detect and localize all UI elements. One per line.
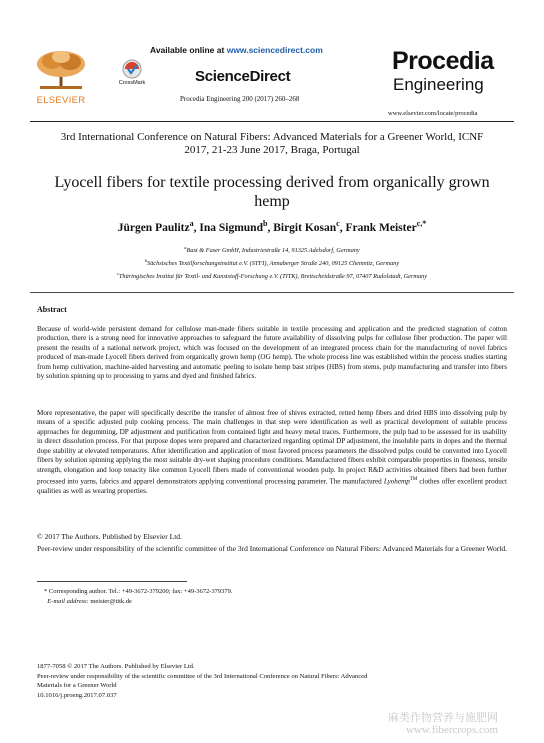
affiliation-text: Thüringisches Institut für Textil- und Kunststoff-Forschung e.V. (TITK), Breitscheidstraße 97, 07407 Rudolstadt, Germany	[118, 273, 428, 281]
abstract-rule	[30, 292, 514, 293]
email-line	[44, 597, 233, 607]
author-affiliation-mark: a	[189, 219, 194, 228]
affiliation-mark: b	[144, 258, 147, 264]
affiliation	[30, 269, 514, 282]
conference-name	[30, 131, 514, 157]
paper-title	[30, 173, 514, 211]
email-label: E-mail address:	[47, 598, 89, 605]
procedia-url[interactable]: www.elsevier.com/locate/procedia	[388, 110, 478, 117]
affiliation-text: Sächsisches Textilforschungsinstitut e.V. (STFI), Annaberger Straße 240, 09125 Chemnitz, Germany	[146, 260, 400, 268]
affiliation	[30, 243, 514, 256]
author-name: Jürgen Paulitz	[117, 221, 190, 234]
peer-review-statement: Peer-review under responsibility of the scientific committee of the 3rd International Conference on Natural Fibers: Advanced Materials for a Greener World.	[37, 544, 507, 553]
abstract-paragraph-1: Because of world-wide persistent demand for cellulose man-made fibers suitable in textile processing and application and the predicted stagnation of cotton production, there is a strong need for innovative approaches to safeguard the future availability of dissolving pulps for cellulose fiber production. The paper will present the results of a national network project, which was focused on the development of an integrated process chain for the manufacturing of novel fabrics produced of man-made Lyocell fibers derived from organically grown hemp (OG hemp). The whole process line was established within the process studies starting from hemp cultivation, machine-aided harvesting and automatic peeling to isolate hemp bast stripes (HBS) from stems, pulp manufacturing and transfer into fibers by solution spinning up to processing to yarns and dyed and finished fabrics.	[37, 325, 507, 381]
sciencedirect-link[interactable]: www.sciencedirect.com	[226, 45, 323, 55]
author-affiliation-mark: c,*	[416, 219, 427, 228]
footer-peer-review-2: Materials for a Greener World	[37, 682, 117, 689]
abstract-paragraph-2	[37, 409, 507, 496]
conference-line-1: 3rd International Conference on Natural Fibers: Advanced Materials for a Greener World, ICNF	[60, 131, 484, 143]
crossmark-label: CrossMark	[118, 80, 146, 86]
author-name: Ina Sigmund	[199, 221, 263, 234]
procedia-wordmark: Procedia	[392, 47, 494, 75]
author-name: Birgit Kosan	[273, 221, 337, 234]
publication-footer	[37, 662, 367, 700]
procedia-subtitle: Engineering	[393, 75, 484, 94]
corresponding-author-footnote	[44, 587, 233, 607]
available-online-line	[150, 45, 323, 55]
trademark-mark: TM	[409, 477, 418, 483]
abstract-paragraph-2-end: clothes offer excellent product qualities as well as wearing properties.	[37, 477, 507, 495]
crossmark-icon[interactable]	[121, 59, 143, 79]
elsevier-wordmark: ELSEVIER	[36, 95, 86, 106]
paper-title-line-2: hemp	[254, 193, 290, 210]
header-rule	[30, 121, 514, 122]
abstract-heading: Abstract	[37, 305, 67, 314]
site-watermark	[388, 712, 498, 736]
corresponding-author-contact: * Corresponding author. Tel.: +49-3672-379200; fax: +49-3672-379379.	[44, 588, 233, 595]
affiliation-text: Bast & Faser GmbH, Industriestraße 14, 91325 Adelsdorf, Germany	[186, 247, 360, 255]
watermark-line-1: 麻类作物营养与施肥网	[388, 712, 498, 724]
conference-line-2: 2017, 21-23 June 2017, Braga, Portugal	[184, 144, 360, 156]
copyright-line: © 2017 The Authors. Published by Elsevier Ltd.	[37, 532, 182, 541]
brand-name: Lyohemp	[383, 477, 410, 486]
footnote-rule	[37, 581, 187, 582]
doi-link[interactable]: 10.1016/j.proeng.2017.07.037	[37, 691, 117, 699]
affiliation-list	[30, 243, 514, 282]
author-affiliation-mark: b	[262, 219, 268, 228]
elsevier-tree-logo	[30, 48, 92, 92]
issn-line: 1877-7058 © 2017 The Authors. Published by Elsevier Ltd.	[37, 663, 195, 670]
affiliation-mark: a	[184, 245, 187, 250]
sciencedirect-wordmark: ScienceDirect	[195, 68, 291, 85]
affiliation	[30, 256, 514, 269]
paper-title-line-1: Lyocell fibers for textile processing derived from organically grown	[54, 174, 490, 191]
available-online-prefix: Available online at	[150, 45, 225, 55]
watermark-line-2: www.fibercrops.com	[405, 724, 498, 736]
abstract-paragraph-2-text: More representative, the paper will specifically describe the transfer of almost free of shives extracted, retted hemp fibers and dried HBS into dissolving pulp by means of a specific adjusted pulp cooking process. The main challenges in that step were identification as well as practical development of suitable process approaches for degumming, DP adjustment and purification from contained light and heavy metal traces. Furthermore, the pulp had to be assessed for its usability in direct dissolution process. For that purpose dopes were prepared and characterized regarding optimal DP adjustment, the insoluble parts in dopes and the thermal dope stability at elevated temperatures. After identification and application of most favored process parameters the dissolved pulps could be converted into Lyocell fibers by solution spinning applying the most suitable dry-wet shaping procedure conditions. Manufactured fibers exhibit comparable properties in fineness, tensile strength, elongation and loop tenacity like common Lyocell fibers made of conventional wooden pulp. In project R&D activities obtained fibers had been further processed into yarns, fabrics and apparel demonstrators applying conventional processing parameter. The manufactured	[37, 409, 507, 486]
author-affiliation-mark: c	[336, 219, 340, 228]
footer-peer-review-1: Peer-review under responsibility of the scientific committee of the 3rd International Conference on Natural Fibers: Advanced	[37, 672, 368, 680]
affiliation-mark: c	[116, 271, 119, 277]
email-address[interactable]: meister@titk.de	[88, 598, 132, 605]
author-name: Frank Meister	[345, 221, 417, 234]
author-list: Jürgen Paulitz$^a$, Ina Sigmund$^b$, Birgit Kosan$^c$, Frank Meister$^{c,*}$	[117, 219, 427, 234]
journal-reference: Procedia Engineering 200 (2017) 260–268	[180, 95, 300, 103]
